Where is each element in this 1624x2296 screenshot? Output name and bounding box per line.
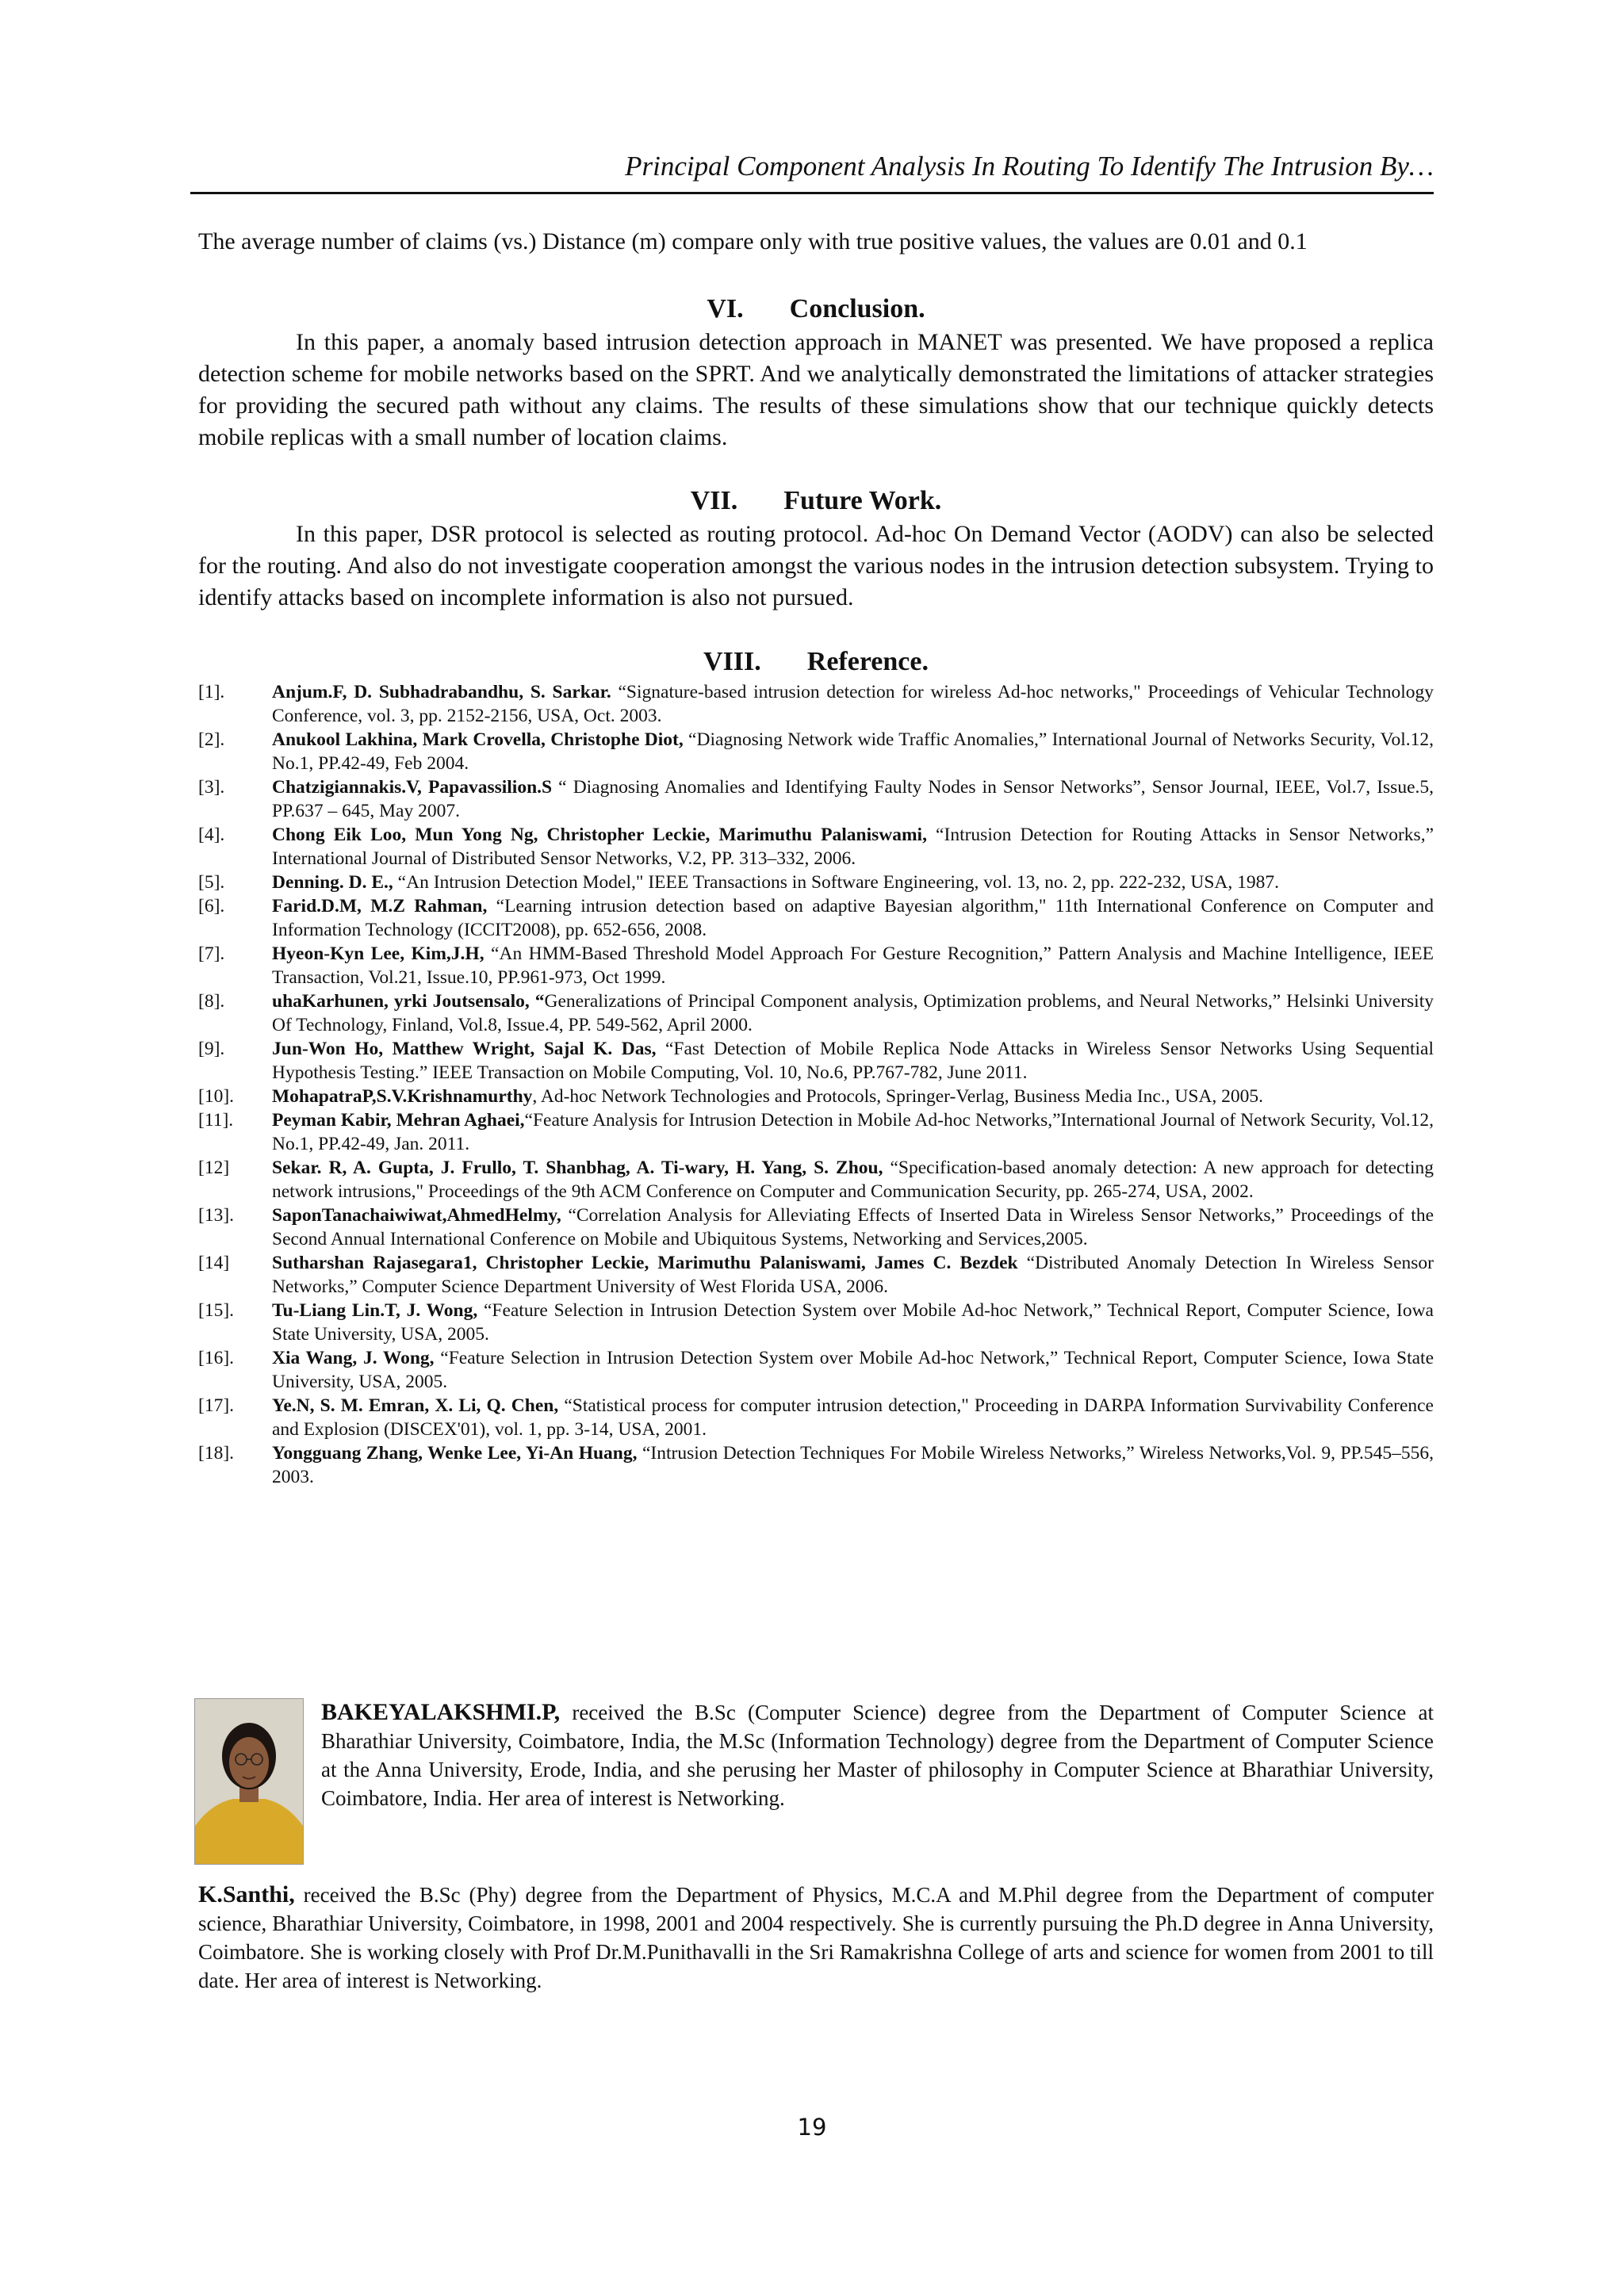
reference-item: [198, 1085, 1434, 1108]
reference-body: [272, 942, 1434, 989]
reference-text: “Diagnosing Network wide Traffic Anomalies,” International Journal of Networks Security, Vol.12, No.1, PP.42-49, Feb 2004.: [272, 729, 1434, 774]
reference-text: Generalizations of Principal Component analysis, Optimization problems, and Neural Networks,” Helsinki University Of Technology, Finland, Vol.8, Issue.4, PP. 549-562, April 2000.: [272, 991, 1434, 1035]
reference-item: [198, 1251, 1434, 1299]
reference-body: [272, 894, 1434, 942]
reference-number-label: [18].: [198, 1443, 235, 1464]
conclusion-paragraph: In this paper, a anomaly based intrusion detection approach in MANET was presented. We have proposed a replica detection scheme for mobile networks based on the SPRT. And we analytically demonstrated the limitations of attacker strategies for providing the secured path without any claims. The results of these simulations show that our technique quickly detects mobile replicas with a small number of location claims.: [198, 329, 1434, 450]
reference-authors: uhaKarhunen, yrki Joutsensalo, “: [272, 991, 545, 1012]
reference-number-label: [8].: [198, 991, 225, 1012]
reference-number-label: [5].: [198, 872, 225, 893]
reference-number-label: [11].: [198, 1110, 234, 1131]
reference-text: “Fast Detection of Mobile Replica Node Attacks in Wireless Sensor Networks Using Sequential Hypothesis Testing.” IEEE Transaction on Mobile Computing, Vol. 10, No.6, PP.767-782, June 2011.: [272, 1039, 1434, 1083]
reference-body: [272, 1394, 1434, 1441]
reference-number-label: [12]: [198, 1158, 230, 1178]
reference-number-label: [6].: [198, 896, 225, 916]
author-bio-1: [321, 1698, 1434, 1812]
reference-text: “Distributed Anomaly Detection In Wireless Sensor Networks,” Computer Science Department University of West Florida USA, 2006.: [272, 1253, 1434, 1297]
reference-text: “Intrusion Detection for Routing Attacks in Sensor Networks,” International Journal of Distributed Sensor Networks, V.2, PP. 313–332, 2006.: [272, 825, 1434, 869]
reference-item: [198, 871, 1434, 894]
reference-body: [272, 1441, 1434, 1489]
conclusion-number: VI.: [707, 294, 744, 323]
author-bio-text-1: received the B.Sc (Computer Science) degree from the Department of Computer Science at Bharathiar University, Coimbatore, India, the M.Sc (Information Technology) degree from the Department of Computer Science at the Anna University, Erode, India, and she perusing her Master of philosophy in Computer Science at Bharathiar University, Coimbatore, India. Her area of interest is Networking.: [321, 1701, 1434, 1810]
reference-text: “Statistical process for computer intrusion detection," Proceeding in DARPA Information Survivability Conference and Explosion (DISCEX'01), vol. 1, pp. 3-14, USA, 2001.: [272, 1395, 1434, 1440]
reference-text: “Learning intrusion detection based on adaptive Bayesian algorithm," 11th International Conference on Computer and Information Technology (ICCIT2008), pp. 652-656, 2008.: [272, 896, 1434, 940]
reference-item: [198, 1037, 1434, 1085]
reference-item: [198, 1441, 1434, 1489]
reference-number-label: [15].: [198, 1300, 235, 1321]
reference-authors: Jun-Won Ho, Matthew Wright, Sajal K. Das,: [272, 1039, 657, 1059]
future-work-heading: [198, 485, 1434, 517]
reference-item: [198, 680, 1434, 728]
reference-authors: Peyman Kabir, Mehran Aghaei,: [272, 1110, 525, 1131]
reference-item: [198, 1156, 1434, 1203]
reference-number: VIII.: [703, 647, 761, 676]
reference-body: [272, 728, 1434, 775]
author-bio-text-2: received the B.Sc (Phy) degree from the Department of Physics, M.C.A and M.Phil degree from the Department of computer science, Bharathiar University, Coimbatore, in 1998, 2001 and 2004 respectively. She is currently pursuing the Ph.D degree in Anna University, Coimbatore. She is working closely with Prof Dr.M.Punithavalli in the Sri Ramakrishna College of arts and science for women from 2001 to till date. Her area of interest is Networking.: [198, 1883, 1434, 1992]
reference-number-label: [9].: [198, 1039, 225, 1059]
reference-body: [272, 1108, 1434, 1156]
photo-face: [229, 1737, 269, 1788]
author-name-2: K.Santhi,: [198, 1881, 295, 1908]
future-work-title: Future Work.: [783, 486, 942, 515]
reference-number-label: [17].: [198, 1395, 235, 1416]
reference-authors: Sekar. R, A. Gupta, J. Frullo, T. Shanbhag, A. Ti-wary, H. Yang, S. Zhou,: [272, 1158, 883, 1178]
reference-item: [198, 823, 1434, 871]
reference-text: “An HMM-Based Threshold Model Approach For Gesture Recognition,” Pattern Analysis and Machine Intelligence, IEEE Transaction, Vol.21, Issue.10, PP.961-973, Oct 1999.: [272, 943, 1434, 988]
reference-body: [272, 1299, 1434, 1346]
reference-body: [272, 1346, 1434, 1394]
reference-text: “ Diagnosing Anomalies and Identifying Faulty Nodes in Sensor Networks”, Sensor Journal, IEEE, Vol.7, Issue.5, PP.637 – 645, May 2007.: [272, 777, 1434, 821]
reference-number-label: [1].: [198, 682, 225, 702]
reference-text: “Signature-based intrusion detection for wireless Ad-hoc networks," Proceedings of Vehicular Technology Conference, vol. 3, pp. 2152-2156, USA, Oct. 2003.: [272, 682, 1434, 726]
reference-item: [198, 1394, 1434, 1441]
reference-item: [198, 728, 1434, 775]
reference-text: “Intrusion Detection Techniques For Mobile Wireless Networks,” Wireless Networks,Vol. 9, PP.545–556, 2003.: [272, 1443, 1434, 1487]
reference-body: [272, 680, 1434, 728]
reference-text: “Specification-based anomaly detection: A new approach for detecting network intrusions," Proceedings of the 9th ACM Conference on Computer and Communication Security, pp. 265-274, USA, 2002.: [272, 1158, 1434, 1202]
header-rule: [190, 192, 1434, 194]
reference-text: “Correlation Analysis for Alleviating Effects of Inserted Data in Wireless Sensor Networks,” Proceedings of the Second Annual International Conference on Mobile and Ubiquitous Systems, Networking and Services,2005.: [272, 1205, 1434, 1249]
reference-authors: Hyeon-Kyn Lee, Kim,J.H,: [272, 943, 485, 964]
reference-heading: [198, 646, 1434, 678]
reference-authors: Chong Eik Loo, Mun Yong Ng, Christopher Leckie, Marimuthu Palaniswami,: [272, 825, 927, 845]
reference-number-label: [3].: [198, 777, 225, 798]
reference-authors: Chatzigiannakis.V, Papavassilion.S: [272, 777, 553, 798]
reference-number-label: [10].: [198, 1086, 235, 1107]
reference-body: [272, 989, 1434, 1037]
reference-text: , Ad-hoc Network Technologies and Protocols, Springer-Verlag, Business Media Inc., USA, 2005.: [532, 1086, 1264, 1107]
author-photo: [194, 1698, 304, 1865]
reference-item: [198, 1203, 1434, 1251]
reference-authors: Farid.D.M, M.Z Rahman,: [272, 896, 488, 916]
reference-authors: Ye.N, S. M. Emran, X. Li, Q. Chen,: [272, 1395, 559, 1416]
reference-authors: Tu-Liang Lin.T, J. Wong,: [272, 1300, 478, 1321]
reference-authors: Anukool Lakhina, Mark Crovella, Christophe Diot,: [272, 729, 684, 750]
reference-number-label: [14]: [198, 1253, 230, 1273]
reference-item: [198, 989, 1434, 1037]
reference-text: “Feature Selection in Intrusion Detection System over Mobile Ad-hoc Network,” Technical Report, Computer Science, Iowa State University, USA, 2005.: [272, 1300, 1434, 1345]
reference-item: [198, 894, 1434, 942]
reference-authors: Sutharshan Rajasegara1, Christopher Leckie, Marimuthu Palaniswami, James C. Bezdek: [272, 1253, 1018, 1273]
reference-body: [272, 823, 1434, 871]
conclusion-title: Conclusion.: [789, 294, 925, 323]
reference-item: [198, 1299, 1434, 1346]
running-header: Principal Component Analysis In Routing To Identify The Intrusion By…: [625, 151, 1434, 182]
page-number: 19: [797, 2114, 827, 2141]
reference-number-label: [16].: [198, 1348, 235, 1368]
future-work-paragraph: In this paper, DSR protocol is selected as routing protocol. Ad-hoc On Demand Vector (AODV) can also be selected for the routing. And also do not investigate cooperation amongst the various nodes in the intrusion detection subsystem. Trying to identify attacks based on incomplete information is also not pursued.: [198, 521, 1434, 610]
reference-item: [198, 942, 1434, 989]
reference-authors: MohapatraP,S.V.Krishnamurthy: [272, 1086, 533, 1107]
author-portrait-image: [195, 1699, 303, 1864]
conclusion-heading: [198, 293, 1434, 325]
reference-body: [272, 1156, 1434, 1203]
reference-item: [198, 1108, 1434, 1156]
reference-title: Reference.: [806, 647, 929, 676]
reference-body: [272, 1085, 1434, 1108]
reference-text: “An Intrusion Detection Model," IEEE Transactions in Software Engineering, vol. 13, no. 2, pp. 222-232, USA, 1987.: [393, 872, 1280, 893]
reference-item: [198, 775, 1434, 823]
reference-number-label: [2].: [198, 729, 225, 750]
reference-body: [272, 1203, 1434, 1251]
reference-authors: Anjum.F, D. Subhadrabandhu, S. Sarkar.: [272, 682, 611, 702]
intro-paragraph: The average number of claims (vs.) Distance (m) compare only with true positive values, the values are 0.01 and 0.1: [198, 228, 1308, 254]
reference-item: [198, 1346, 1434, 1394]
author-name-1: BAKEYALAKSHMI.P,: [321, 1699, 561, 1725]
reference-authors: Yongguang Zhang, Wenke Lee, Yi-An Huang,: [272, 1443, 638, 1464]
author-bio-2: [198, 1881, 1434, 1995]
reference-number-label: [7].: [198, 943, 225, 964]
reference-body: [272, 1037, 1434, 1085]
future-work-number: VII.: [690, 486, 738, 515]
reference-body: [272, 775, 1434, 823]
reference-number-label: [4].: [198, 825, 225, 845]
reference-body: [272, 871, 1434, 894]
reference-text: “Feature Selection in Intrusion Detection System over Mobile Ad-hoc Network,” Technical Report, Computer Science, Iowa State University, USA, 2005.: [272, 1348, 1434, 1392]
reference-body: [272, 1251, 1434, 1299]
reference-number-label: [13].: [198, 1205, 235, 1226]
reference-authors: SaponTanachaiwiwat,AhmedHelmy,: [272, 1205, 561, 1226]
reference-list: [198, 680, 1434, 1489]
reference-authors: Xia Wang, J. Wong,: [272, 1348, 435, 1368]
reference-text: “Feature Analysis for Intrusion Detection in Mobile Ad-hoc Networks,”International Journal of Network Security, Vol.12, No.1, PP.42-49, Jan. 2011.: [272, 1110, 1434, 1154]
reference-authors: Denning. D. E.,: [272, 872, 393, 893]
